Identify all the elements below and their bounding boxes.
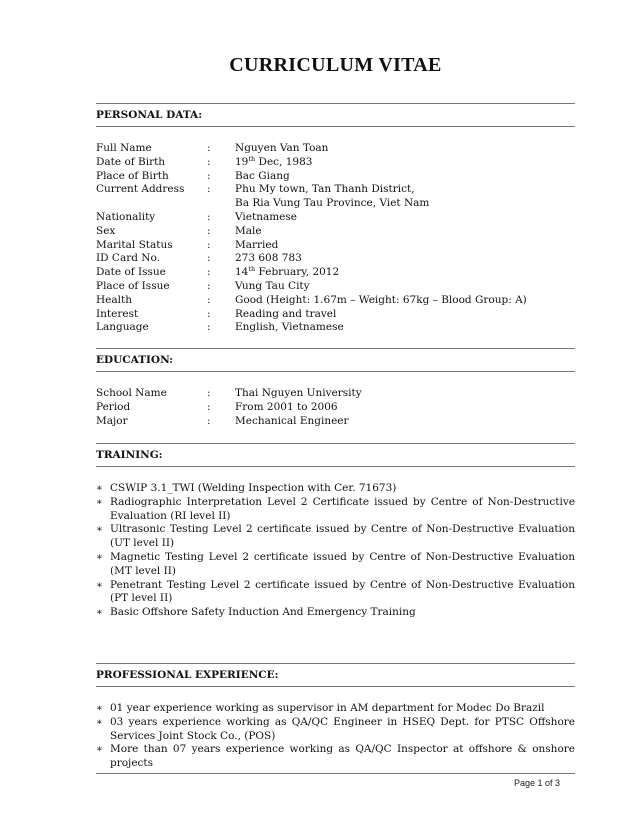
row-colon: : xyxy=(207,155,211,168)
row-colon: : xyxy=(207,321,211,334)
row-label: Place of Birth xyxy=(96,169,169,182)
row-value-number: 14 xyxy=(235,266,249,279)
row-colon: : xyxy=(207,387,211,399)
row-value xyxy=(235,239,575,253)
row-value xyxy=(235,211,575,225)
row-value-text: Good (Height: 1.67m – Weight: 67kg – Blood Group: A) xyxy=(235,293,527,306)
row-colon: : xyxy=(207,293,211,306)
row-value xyxy=(235,321,575,335)
row-colon: : xyxy=(207,307,211,320)
row-colon: : xyxy=(207,414,211,427)
list-item-text: CSWIP 3.1_TWI (Welding Inspection with Cer. 71673) xyxy=(110,482,397,494)
row-value xyxy=(235,387,575,401)
page-number: Page 1 of 3 xyxy=(513,778,560,788)
row-label: ID Card No. xyxy=(96,252,160,265)
row-value-text: English, Vietnamese xyxy=(235,321,344,334)
row-value-text: Reading and travel xyxy=(235,307,337,320)
row-value-number: 19 xyxy=(235,155,249,168)
list-item-text: Magnetic Testing Level 2 certificate issued by Centre of Non-Destructive Evaluation (MT level II) xyxy=(110,550,575,577)
row-value xyxy=(235,280,575,294)
row-value xyxy=(235,142,575,156)
section-heading-education xyxy=(96,348,575,372)
row-label: Date of Birth xyxy=(96,155,166,168)
row-colon: : xyxy=(207,142,211,154)
row-label: Major xyxy=(96,414,128,427)
experience-list xyxy=(96,702,575,771)
row-colon: : xyxy=(207,252,211,265)
row-colon: : xyxy=(207,266,211,279)
row-label: Full Name xyxy=(96,142,152,154)
data-row xyxy=(96,266,575,280)
list-item-text: Penetrant Testing Level 2 certificate issued by Centre of Non-Destructive Evaluation (PT level II) xyxy=(110,578,575,605)
list-item-text: Basic Offshore Safety Induction And Emergency Training xyxy=(110,606,416,619)
row-value-text: Married xyxy=(235,238,279,251)
section-heading-training-label: TRAINING: xyxy=(96,449,163,461)
row-colon: : xyxy=(207,279,211,292)
row-label: Place of Issue xyxy=(96,279,170,292)
list-item xyxy=(96,496,575,524)
row-value xyxy=(235,183,575,211)
data-row xyxy=(96,170,575,184)
row-value xyxy=(235,294,575,308)
row-label: Period xyxy=(96,400,131,413)
list-item-text: Ultrasonic Testing Level 2 certificate issued by Centre of Non-Destructive Evaluation (UT level II) xyxy=(110,523,575,550)
row-value xyxy=(235,308,575,322)
row-value-text: Mechanical Engineer xyxy=(235,414,349,427)
list-item xyxy=(96,743,575,771)
data-row xyxy=(96,280,575,294)
list-item xyxy=(96,606,575,620)
data-row xyxy=(96,142,575,156)
row-label: Sex xyxy=(96,224,116,237)
row-value-text: Phu My town, Tan Thanh District, xyxy=(235,183,415,196)
row-value-rest: February, 2012 xyxy=(255,266,340,279)
list-item xyxy=(96,523,575,551)
data-row xyxy=(96,239,575,253)
row-value-text: Thai Nguyen University xyxy=(235,387,362,399)
asterisk-bullet-icon: ∗ xyxy=(96,579,103,591)
data-row xyxy=(96,211,575,225)
row-value-text: Vietnamese xyxy=(235,210,297,223)
row-value xyxy=(235,170,575,184)
row-value-ordinal: th xyxy=(248,154,256,163)
list-item-text: More than 07 years experience working as QA/QC Inspector at offshore & onshore projects xyxy=(110,743,575,770)
row-value xyxy=(235,266,575,280)
asterisk-bullet-icon: ∗ xyxy=(96,744,103,756)
data-row xyxy=(96,252,575,266)
row-value-text: From 2001 to 2006 xyxy=(235,400,338,413)
row-label: Marital Status xyxy=(96,238,173,251)
row-value xyxy=(235,252,575,266)
section-heading-experience-label: PROFESSIONAL EXPERIENCE: xyxy=(96,669,279,681)
asterisk-bullet-icon: ∗ xyxy=(96,496,103,508)
asterisk-bullet-icon: ∗ xyxy=(96,607,103,619)
row-value-text: Vung Tau City xyxy=(235,279,310,292)
section-heading-personal-label: PERSONAL DATA: xyxy=(96,109,203,121)
data-row xyxy=(96,156,575,170)
section-heading-education-label: EDUCATION: xyxy=(96,354,174,366)
row-label: Date of Issue xyxy=(96,266,166,279)
row-colon: : xyxy=(207,224,211,237)
footer-divider xyxy=(96,773,575,774)
data-row xyxy=(96,415,575,429)
training-list xyxy=(96,482,575,620)
row-label: Language xyxy=(96,321,149,334)
row-colon: : xyxy=(207,169,211,182)
data-row xyxy=(96,321,575,335)
row-label: Nationality xyxy=(96,210,156,223)
list-item xyxy=(96,579,575,607)
personal-data-list xyxy=(96,142,575,335)
row-colon: : xyxy=(207,210,211,223)
data-row xyxy=(96,225,575,239)
row-value xyxy=(235,401,575,415)
section-heading-personal xyxy=(96,103,575,127)
row-value xyxy=(235,156,575,170)
asterisk-bullet-icon: ∗ xyxy=(96,524,103,536)
row-value-ordinal: th xyxy=(248,265,256,274)
row-label: Interest xyxy=(96,307,139,320)
row-value-text: 273 608 783 xyxy=(235,252,302,265)
asterisk-bullet-icon: ∗ xyxy=(96,703,103,714)
asterisk-bullet-icon: ∗ xyxy=(96,716,103,728)
row-value-rest: Dec, 1983 xyxy=(255,155,313,168)
list-item-text: Radiographic Interpretation Level 2 Certificate issued by Centre of Non-Destructive Evaluation (RI level II) xyxy=(110,495,575,522)
data-row xyxy=(96,401,575,415)
document-title: CURRICULUM VITAE xyxy=(229,54,442,76)
section-heading-training xyxy=(96,443,575,467)
list-item-text: 03 years experience working as QA/QC Engineer in HSEQ Dept. for PTSC Offshore Services Joint Stock Co., (POS) xyxy=(110,715,575,742)
asterisk-bullet-icon: ∗ xyxy=(96,483,103,494)
row-value-text: Nguyen Van Toan xyxy=(235,142,329,154)
data-row xyxy=(96,294,575,308)
data-row xyxy=(96,387,575,401)
data-row xyxy=(96,183,575,211)
row-value-text-line2: Ba Ria Vung Tau Province, Viet Nam xyxy=(235,197,430,210)
row-label: Health xyxy=(96,293,132,306)
row-label: School Name xyxy=(96,387,167,399)
row-colon: : xyxy=(207,183,211,196)
row-value xyxy=(235,415,575,429)
list-item xyxy=(96,551,575,579)
row-value xyxy=(235,225,575,239)
data-row xyxy=(96,308,575,322)
asterisk-bullet-icon: ∗ xyxy=(96,551,103,563)
list-item xyxy=(96,702,575,716)
row-colon: : xyxy=(207,238,211,251)
section-heading-experience xyxy=(96,663,575,687)
list-item-text: 01 year experience working as supervisor in AM department for Modec Do Brazil xyxy=(110,702,545,714)
row-value-text: Bac Giang xyxy=(235,169,290,182)
row-value-text: Male xyxy=(235,224,262,237)
row-label: Current Address xyxy=(96,183,185,196)
list-item xyxy=(96,482,575,496)
row-colon: : xyxy=(207,400,211,413)
education-list xyxy=(96,387,575,428)
list-item xyxy=(96,716,575,744)
